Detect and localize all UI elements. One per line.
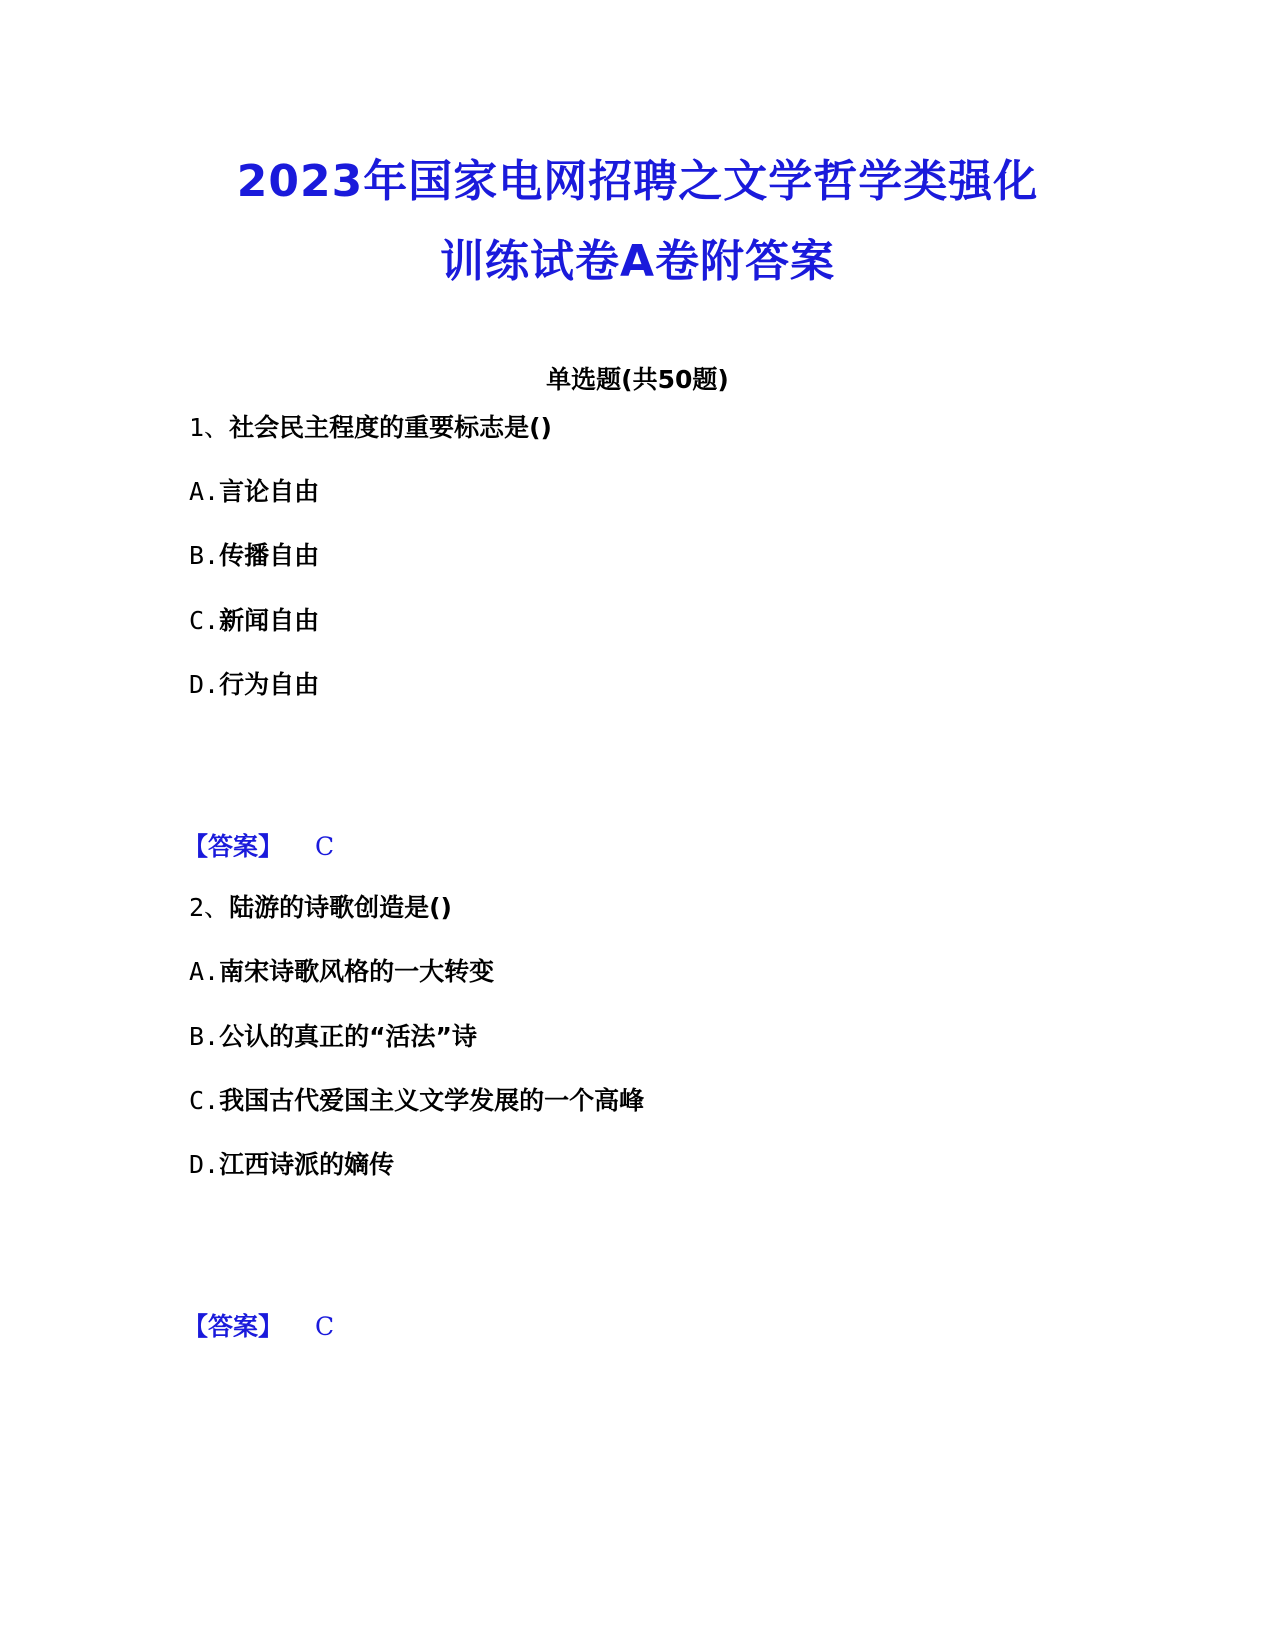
question-text: 陆游的诗歌创造是() [229, 893, 452, 922]
option-text: 传播自由 [219, 541, 320, 570]
option-letter: C. [189, 606, 220, 635]
answer-value: C [315, 832, 335, 861]
question-2-option-a [189, 954, 494, 990]
question-1-option-c [189, 603, 319, 639]
answer-tag: 【答案】 [183, 832, 284, 861]
option-letter: B. [189, 541, 220, 570]
question-1-option-a [189, 474, 319, 510]
option-letter: A. [189, 477, 220, 506]
document-title-line-1: 2023年国家电网招聘之文学哲学类强化 [236, 156, 1039, 207]
option-text: 行为自由 [219, 670, 320, 699]
document-title-line-2: 训练试卷A卷附答案 [439, 236, 836, 287]
question-2-stem [189, 890, 452, 926]
question-number: 2、 [189, 893, 230, 922]
question-2-option-b [189, 1019, 477, 1055]
option-text: 我国古代爱国主义文学发展的一个高峰 [219, 1086, 645, 1115]
option-letter: D. [189, 670, 220, 699]
question-1-option-b [189, 538, 319, 574]
question-2-option-d [189, 1147, 394, 1183]
option-text: 公认的真正的“活法”诗 [219, 1022, 477, 1051]
option-letter: B. [189, 1022, 220, 1051]
option-letter: D. [189, 1150, 220, 1179]
question-number: 1、 [189, 413, 230, 442]
answer-value: C [315, 1312, 335, 1341]
option-letter: C. [189, 1086, 220, 1115]
question-1-option-d [189, 667, 319, 703]
question-1-stem [189, 410, 552, 446]
question-text: 社会民主程度的重要标志是() [229, 413, 552, 442]
option-text: 南宋诗歌风格的一大转变 [219, 957, 495, 986]
answer-tag: 【答案】 [183, 1312, 284, 1341]
question-2-answer [183, 1309, 334, 1345]
option-text: 江西诗派的嫡传 [219, 1150, 395, 1179]
question-2-option-c [189, 1083, 644, 1119]
section-heading: 单选题(共50题) [546, 365, 729, 394]
option-text: 新闻自由 [219, 606, 320, 635]
question-1-answer [183, 829, 334, 865]
option-text: 言论自由 [219, 477, 320, 506]
option-letter: A. [189, 957, 220, 986]
